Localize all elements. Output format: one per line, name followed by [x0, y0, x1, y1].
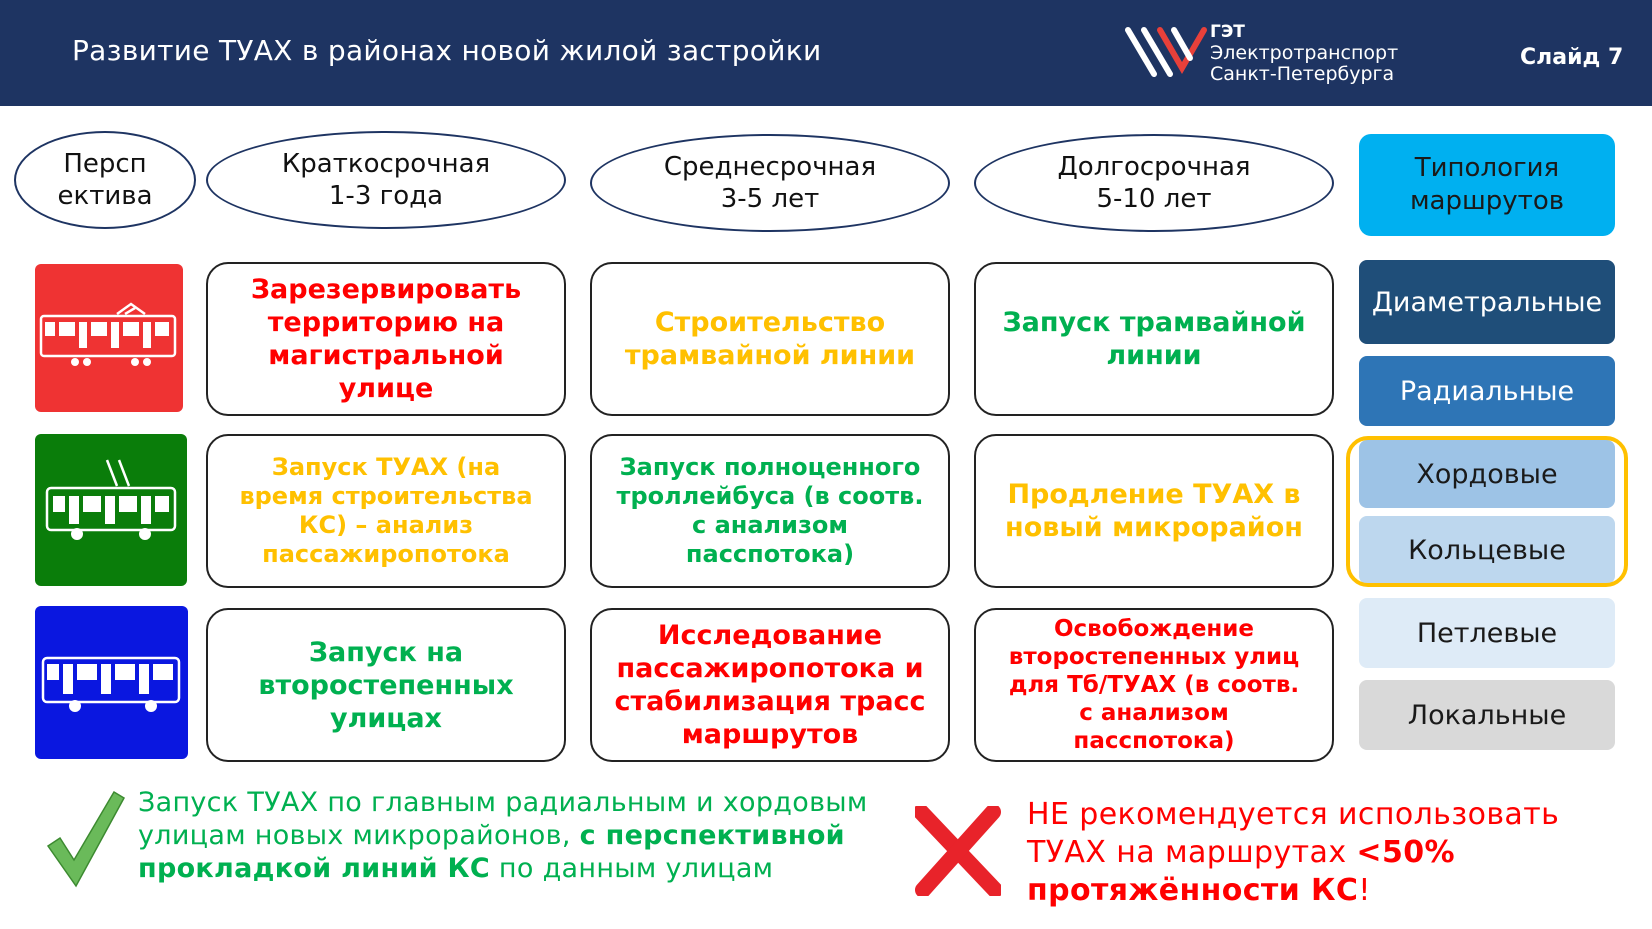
cell-trolleybus-medium	[590, 434, 950, 588]
header-bar	[0, 0, 1652, 106]
header-typology-line2: маршрутов	[1409, 186, 1565, 216]
cell-line: Зарезервировать	[250, 274, 522, 305]
header-typology	[1359, 134, 1615, 236]
cell-bus-medium	[590, 608, 950, 762]
cell-tram-short	[206, 262, 566, 416]
logo-name-line2: Санкт-Петербурга	[1210, 63, 1395, 85]
cell-line: с анализом	[1079, 700, 1229, 726]
page-title: Развитие ТУАХ в районах новой жилой застройки	[72, 34, 822, 67]
cell-line: пасспотока)	[1073, 728, 1235, 754]
header-typology-line1: Типология	[1414, 153, 1560, 183]
bus-icon	[35, 606, 188, 759]
trolleybus-icon	[35, 434, 187, 586]
header-medium-term-line2: 3-5 лет	[720, 184, 820, 214]
recommendation-line	[138, 852, 878, 885]
cell-line: улице	[338, 373, 434, 404]
cross-icon	[915, 806, 1001, 896]
cell-line: Продление ТУАХ в	[1007, 479, 1301, 510]
cell-line: троллейбуса (в соотв.	[616, 482, 924, 510]
cell-line: пассажиропотока	[262, 540, 510, 568]
typology-radial: Радиальные	[1359, 356, 1615, 426]
warning-note	[1027, 796, 1627, 910]
typology-loop: Петлевые	[1359, 598, 1615, 668]
cell-line: Запуск трамвайной	[1002, 307, 1306, 338]
cell-line: стабилизация трасс	[614, 686, 926, 717]
bus-tile	[35, 606, 188, 759]
tram-icon	[35, 264, 183, 412]
note-text: Запуск ТУАХ по главным радиальным и хордовым	[138, 787, 868, 818]
trolleybus-tile	[35, 434, 187, 586]
note-text-bold: <50%	[1356, 835, 1455, 870]
note-text: улицам новых микрорайонов,	[138, 820, 580, 851]
typology-diametral: Диаметральные	[1359, 260, 1615, 344]
typology-local: Локальные	[1359, 680, 1615, 750]
note-text-bold: прокладкой линий КС	[138, 853, 491, 884]
note-text: !	[1358, 873, 1371, 908]
header-long-term-line1: Долгосрочная	[1057, 152, 1251, 182]
tram-tile	[35, 264, 183, 412]
header-long-term	[974, 134, 1334, 232]
cell-line: трамвайной линии	[624, 340, 916, 371]
cell-line: пасспотока)	[685, 540, 855, 568]
recommendation-note	[138, 786, 878, 885]
logo-name-line1: Электротранспорт	[1210, 42, 1399, 64]
header-long-term-line2: 5-10 лет	[1096, 184, 1212, 214]
slide-number: Слайд 7	[1520, 45, 1624, 70]
cell-line: маршрутов	[681, 719, 859, 750]
recommendation-line	[138, 786, 878, 819]
header-medium-term-line1: Среднесрочная	[663, 152, 877, 182]
cell-line: новый микрорайон	[1005, 512, 1303, 543]
cell-line: улицах	[330, 702, 442, 734]
warning-line	[1027, 796, 1627, 834]
cell-line: Запуск ТУАХ (на	[271, 453, 501, 481]
cell-line: с анализом	[692, 511, 848, 539]
cell-line: Запуск полноценного	[619, 453, 921, 481]
header-short-term	[206, 131, 566, 229]
cell-line: магистральной	[268, 340, 504, 371]
cell-line: для Тб/ТУАХ (в соотв.	[1008, 672, 1300, 698]
note-text-bold: с перспективной	[579, 820, 845, 851]
check-icon	[44, 788, 126, 888]
logo-abbr: ГЭТ	[1210, 22, 1245, 42]
header-short-term-line1: Краткосрочная	[281, 149, 491, 179]
recommendation-line	[138, 819, 878, 852]
cell-line: Освобождение	[1053, 616, 1255, 642]
note-text: НЕ рекомендуется использовать	[1027, 797, 1560, 832]
typology-highlight	[1346, 436, 1628, 587]
cell-line: территорию на	[267, 307, 505, 338]
header-perspective	[14, 131, 196, 229]
cell-line: время строительства	[239, 482, 533, 510]
typology-chord: Хордовые	[1359, 440, 1615, 508]
note-text: по данным улицам	[490, 853, 774, 884]
typology-ring: Кольцевые	[1359, 516, 1615, 584]
cell-line: КС) – анализ	[298, 511, 474, 539]
cell-line: Запуск на	[308, 636, 464, 668]
cell-line: Строительство	[654, 307, 886, 338]
warning-line	[1027, 872, 1627, 910]
note-text-bold: протяжённости КС	[1027, 873, 1359, 908]
cell-line: линии	[1106, 340, 1202, 371]
cell-line: второстепенных	[258, 669, 514, 701]
cell-line: Исследование	[657, 620, 883, 651]
cell-tram-long	[974, 262, 1334, 416]
cell-trolleybus-long	[974, 434, 1334, 588]
cell-tram-medium	[590, 262, 950, 416]
warning-line	[1027, 834, 1627, 872]
header-perspective-line1: Персп	[63, 149, 147, 179]
cell-line: пассажиропотока и	[616, 653, 924, 684]
header-perspective-line2: ектива	[57, 181, 153, 211]
header-short-term-line2: 1-3 года	[328, 181, 444, 211]
note-text: ТУАХ на маршрутах	[1027, 835, 1357, 870]
cell-bus-long	[974, 608, 1334, 762]
logo-text	[1210, 22, 1398, 85]
cell-trolleybus-short	[206, 434, 566, 588]
get-logo-icon	[1124, 22, 1210, 82]
cell-line: второстепенных улиц	[1008, 644, 1300, 670]
header-medium-term	[590, 134, 950, 232]
cell-bus-short	[206, 608, 566, 762]
